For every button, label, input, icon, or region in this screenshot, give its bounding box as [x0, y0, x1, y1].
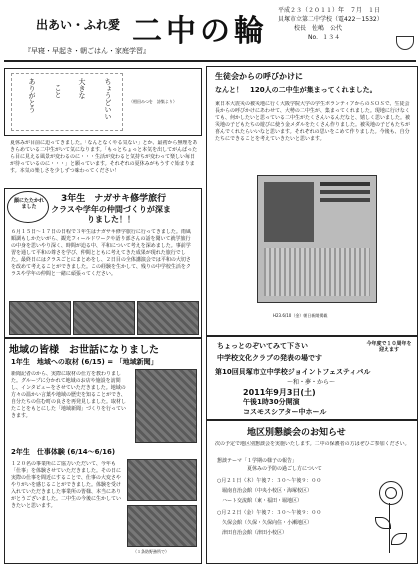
- header-rule: [4, 60, 416, 62]
- district-intro: 次の予定で地区別懇談会を実施いたします。二中の保護者の方はぜひご参加ください。: [215, 441, 410, 447]
- masthead-tagline: 出あい・ふれ愛: [36, 18, 121, 32]
- trip-subheading: クラスや学年の仲間づくりが深まりました！！: [51, 205, 171, 224]
- trip-body: ６月１５日～１７日の日程で３年生はナガサキ修学旅行に行ってきました。雨風順調もしかたいがら、観光フィールドワークや語り部さんの話を聞いて就学旅行の中身を思いやり深く、時間が迫る中、平和について考えを深めました。事前学習を通して平和の尊さを学び、仲間とともに考えてきた成果が現れた旅行でした。最終日にはクラスごとにまとめをし、２日目の全体講演会では平和の大切さを改めて考えることができました。この経験を生かして、残りの中学校生活をクラスや学年の仲間と一緒に頑張ってください。: [11, 229, 191, 277]
- district-schedule-line: ○月２２日（金）午後７：３０～午後９：００: [217, 510, 322, 516]
- grade1-heading: 1年生 地域への取材 (6/15) = 「地域新聞」: [11, 358, 158, 366]
- district-schedule-line: 久保会館（久保・久保向住・小瀬地区）: [217, 520, 313, 526]
- festival-venue: コスモスシアター中ホール: [243, 408, 327, 416]
- volunteer-section: [206, 66, 418, 336]
- volunteer-heading-1: 生徒会からの呼びかけに: [215, 72, 303, 81]
- calligraphy-line: ちょうどいい: [104, 78, 112, 120]
- festival-badge-text: 今年度で１０周年を迎えます: [366, 341, 412, 353]
- district-schedule-line: ハート交流館（東・福田・堀地区）: [217, 498, 303, 504]
- principal-name: 校長 佐嶋 公代: [294, 25, 343, 32]
- district-schedule-line: 津田自治会館（津田小校区）: [217, 530, 288, 536]
- calligraphy-line: ありがとう: [28, 78, 36, 113]
- district-heading: 地区別懇談会のお知らせ: [247, 428, 346, 438]
- watermelon-icon: [396, 36, 414, 50]
- district-theme: 懇談テーマ「１学期の様子の報告」: [217, 458, 298, 464]
- calligraphy-art: [11, 73, 123, 131]
- festival-section: [206, 336, 418, 420]
- calligraphy-box: [4, 68, 202, 136]
- masthead-info: [278, 6, 398, 42]
- trip-section: [4, 188, 202, 338]
- grade2-caption: （１条防野務所で）: [133, 549, 169, 554]
- thanks-heading: 地域の皆様 お世話になりました: [9, 345, 159, 356]
- volunteer-body: 東日本大震災の被災地に行く大阪学院大学の学生ボランティアからのＳＯＳで、生徒会長からの呼びかけにあわせて、大勢の二中生が、集まってくれました。現地に行けなくても、何かしたいと思っている二中生がたくさんいるんだなと、嬉しく思いました。被災地の子どもたちの遊びに使う金メダルをたくさん作りました。被災地の子どもたちが喜んでくれたらいいなと思います。それぞれの思いをこめて作りました。今後も、自分たちにできることを考えていきたいと思います。: [215, 101, 411, 142]
- volunteer-caption: H23.6/10（金）朝日新聞掲載: [273, 313, 328, 318]
- calligraphy-line: 大きな: [78, 78, 86, 99]
- masthead-title: 二中の輪: [132, 14, 268, 49]
- calligraphy-caption: （相田みつを 詩集より）: [129, 99, 177, 104]
- masthead: [0, 0, 420, 70]
- school-name: 貝塚市立第二中学校（電422－1532）: [278, 16, 383, 23]
- volunteer-news-clipping: [257, 175, 377, 303]
- grade2-body: １２０名の事業所にご協力いただいて、今年も「仕事」を体験させていただきました。その日に実際の仕事を間近にすることで、仕事の大変さややりがいを感じることができました。体験を受け入れていただきました事業所の皆様、本当にありがとうございました。二中生の今後に生かしていきたいと思います。: [11, 461, 121, 509]
- district-schedule-line: 堀南自治会館（中央小校区・海塚校区）: [217, 488, 313, 494]
- district-schedule-line: ○月２１日（木）午後７：３０～午後９：００: [217, 478, 322, 484]
- trip-heading: 3年生 ナガサキ修学旅行: [61, 194, 167, 204]
- district-section: [206, 420, 418, 564]
- festival-name-sub: ～和・夢・から～: [287, 379, 336, 386]
- festival-time: 午後1時30分開演: [243, 398, 300, 406]
- district-theme-sub: 夏休みの予防の過ごし方について: [247, 466, 322, 472]
- trip-bubble-text: 顔にたたかれました: [14, 198, 45, 210]
- grade2-photo-1: [127, 459, 197, 501]
- issue-number: No．１３４: [308, 34, 341, 41]
- festival-subtitle: 中学校文化クラブの発表の場です: [217, 354, 322, 362]
- festival-name: 第10回貝塚市立中学校ジョイントフェスティバル: [215, 368, 371, 376]
- trip-photo-3: [137, 301, 199, 335]
- grade2-heading: 2年生 仕事体験 (6/14～6/16): [11, 448, 116, 456]
- trip-photo-2: [73, 301, 135, 335]
- calligraphy-line: こと: [54, 84, 62, 98]
- volunteer-heading-2: なんと！ 120人の二中生が集まってくれました。: [215, 86, 377, 94]
- festival-banner: ちょっとのぞいてみて下さい: [217, 342, 308, 350]
- grade2-photo-2: [127, 505, 197, 547]
- grade1-photo: [135, 369, 197, 443]
- grade1-body: 新聞記者のから、実際に取材の仕方を教わりました。グループに分かれて地域のお店や施設を訪問し、インタビューをさせていただきました。地域の方々の温かい言葉や地域の歴史を知ることができ、自分たちの住む町の良さを再発見しました。取材したことをもとにした「地域新聞」づくりを行っていきます。: [11, 371, 127, 419]
- trip-photo-1: [9, 301, 71, 335]
- morning-glory-icon: [369, 477, 411, 557]
- thanks-section: [4, 338, 202, 564]
- issue-date: 平成２３（２０１１）年 ７月 １日: [278, 7, 381, 14]
- masthead-motto: 『早寝・早起き・朝ごはん・家庭学習』: [24, 47, 150, 55]
- festival-badge: [365, 341, 413, 365]
- trip-bubble: [7, 191, 49, 223]
- festival-date: 2011年9月3日(土): [243, 388, 316, 397]
- intro-paragraph: 夏休みが目前に迫ってきました。「なんとなくやる気ない」とか、最初から無理をあきらめている二中生がいて気になります。「もっとちょっと本気を出してがんばったら目に見える風景が変わるのに・・・生活が変わると気持ちが変わって楽しい毎日が待っているのに・・・」と願っています。それぞれの夏休みがもうすぐ始まります。本気の楽しさを少しずつ味わってください！: [10, 140, 198, 174]
